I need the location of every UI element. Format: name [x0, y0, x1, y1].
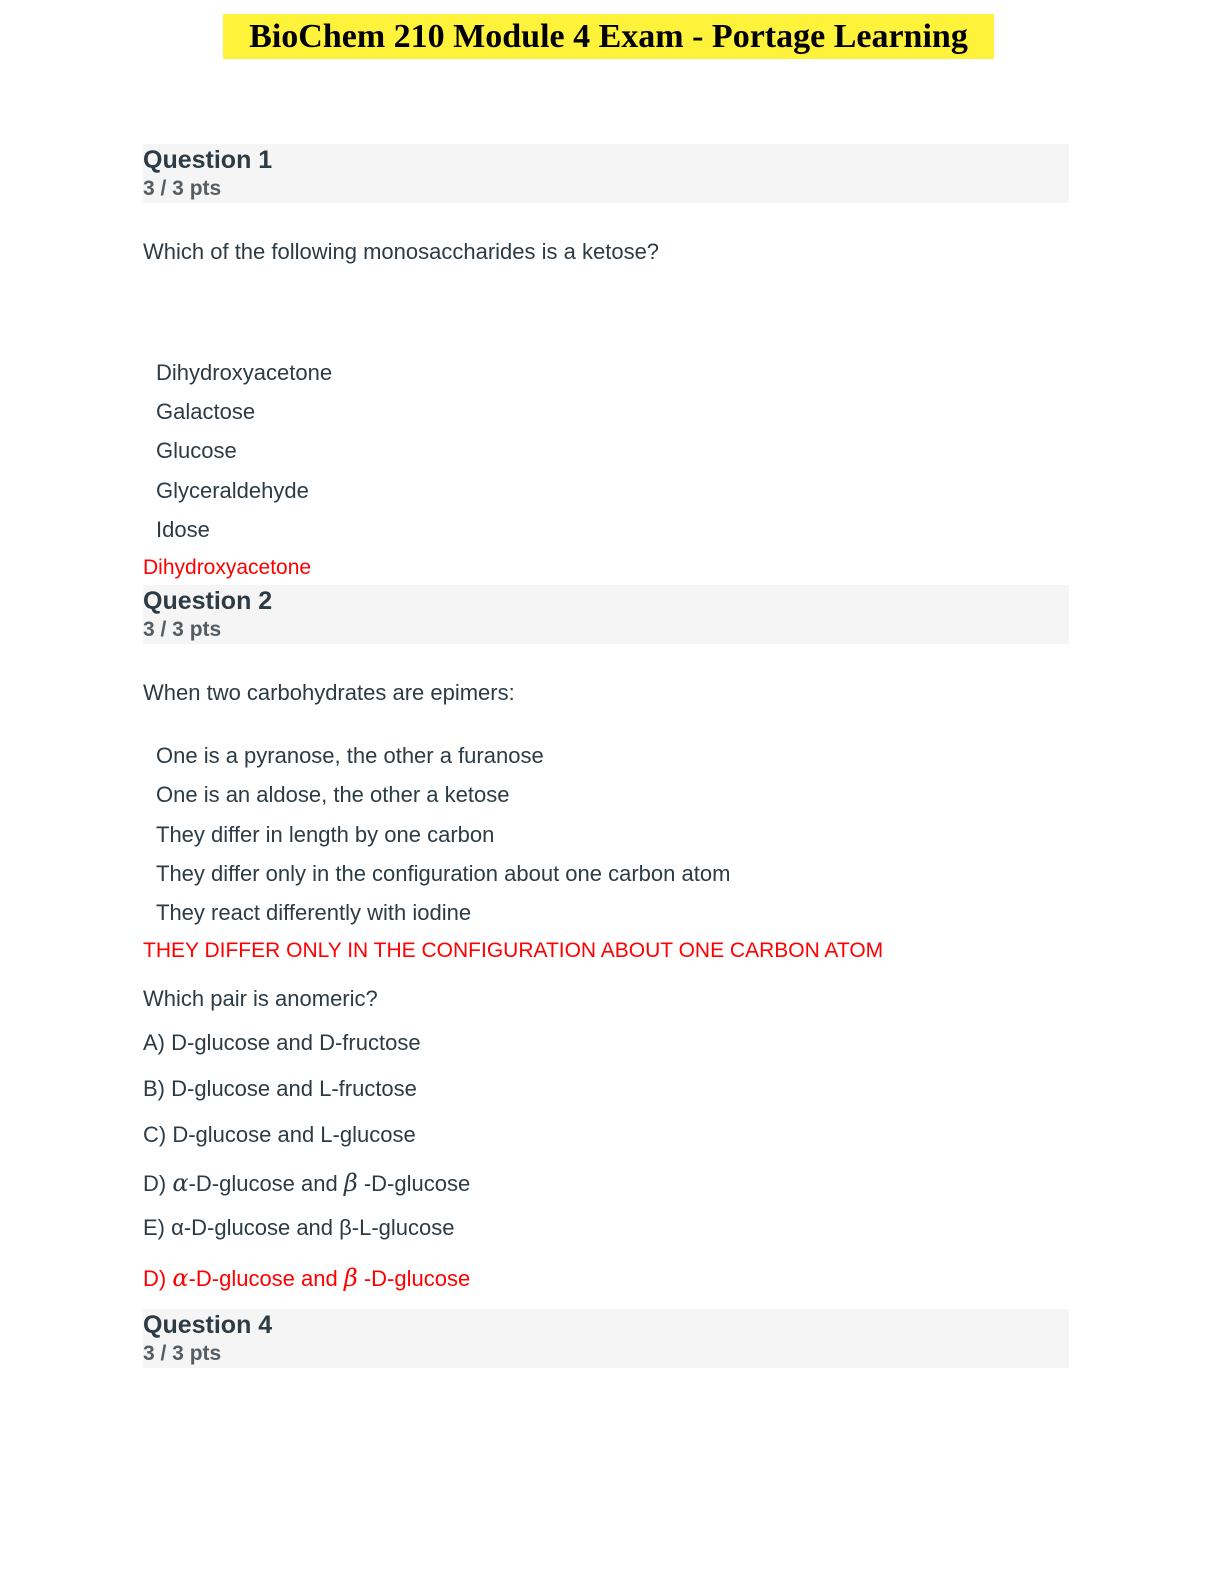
alpha-symbol: α: [172, 1169, 189, 1197]
correct-answer: Dihydroxyacetone: [143, 556, 312, 579]
answer-option[interactable]: Idose: [156, 517, 210, 542]
question-points: 3 / 3 pts: [143, 1342, 222, 1365]
option-suffix: -D-glucose: [357, 1171, 471, 1196]
answer-option[interactable]: Glucose: [156, 438, 237, 463]
correct-answer: THEY DIFFER ONLY IN THE CONFIGURATION ABOUT ONE CARBON ATOM: [143, 939, 884, 962]
answer-option[interactable]: Dihydroxyacetone: [156, 360, 333, 385]
option-middle: -D-glucose and: [188, 1171, 344, 1196]
beta-symbol: β: [343, 1169, 358, 1197]
question-prompt: Which pair is anomeric?: [143, 986, 378, 1011]
answer-option[interactable]: B) D-glucose and L-fructose: [143, 1076, 417, 1101]
answer-option[interactable]: Glyceraldehyde: [156, 478, 309, 503]
question-title: Question 4: [143, 1311, 273, 1339]
answer-option[interactable]: They react differently with iodine: [156, 900, 472, 925]
answer-option[interactable]: They differ in length by one carbon: [156, 822, 495, 847]
question-header: [143, 1309, 1069, 1368]
question-prompt: When two carbohydrates are epimers:: [143, 680, 515, 705]
correct-answer: [143, 1264, 470, 1293]
answer-option[interactable]: They differ only in the configuration about one carbon atom: [156, 861, 731, 886]
answer-suffix: -D-glucose: [357, 1266, 471, 1291]
question-header: [143, 144, 1069, 203]
answer-prefix: D): [143, 1266, 173, 1291]
question-points: 3 / 3 pts: [143, 618, 222, 641]
option-prefix: D): [143, 1171, 173, 1196]
answer-option[interactable]: One is an aldose, the other a ketose: [156, 782, 510, 807]
answer-option[interactable]: E) α-D-glucose and β-L-glucose: [143, 1215, 455, 1240]
alpha-symbol: α: [172, 1264, 189, 1292]
document-title: BioChem 210 Module 4 Exam - Portage Learning: [223, 14, 994, 59]
answer-option[interactable]: [143, 1169, 470, 1198]
question-title: Question 1: [143, 146, 273, 174]
answer-option[interactable]: One is a pyranose, the other a furanose: [156, 743, 544, 768]
question-points: 3 / 3 pts: [143, 177, 222, 200]
answer-option[interactable]: Galactose: [156, 399, 256, 424]
answer-middle: -D-glucose and: [188, 1266, 344, 1291]
question-header: [143, 585, 1069, 644]
answer-option[interactable]: C) D-glucose and L-glucose: [143, 1122, 416, 1147]
beta-symbol: β: [343, 1264, 358, 1292]
question-title: Question 2: [143, 587, 273, 615]
question-prompt: Which of the following monosaccharides is a ketose?: [143, 239, 660, 264]
answer-option[interactable]: A) D-glucose and D-fructose: [143, 1030, 421, 1055]
